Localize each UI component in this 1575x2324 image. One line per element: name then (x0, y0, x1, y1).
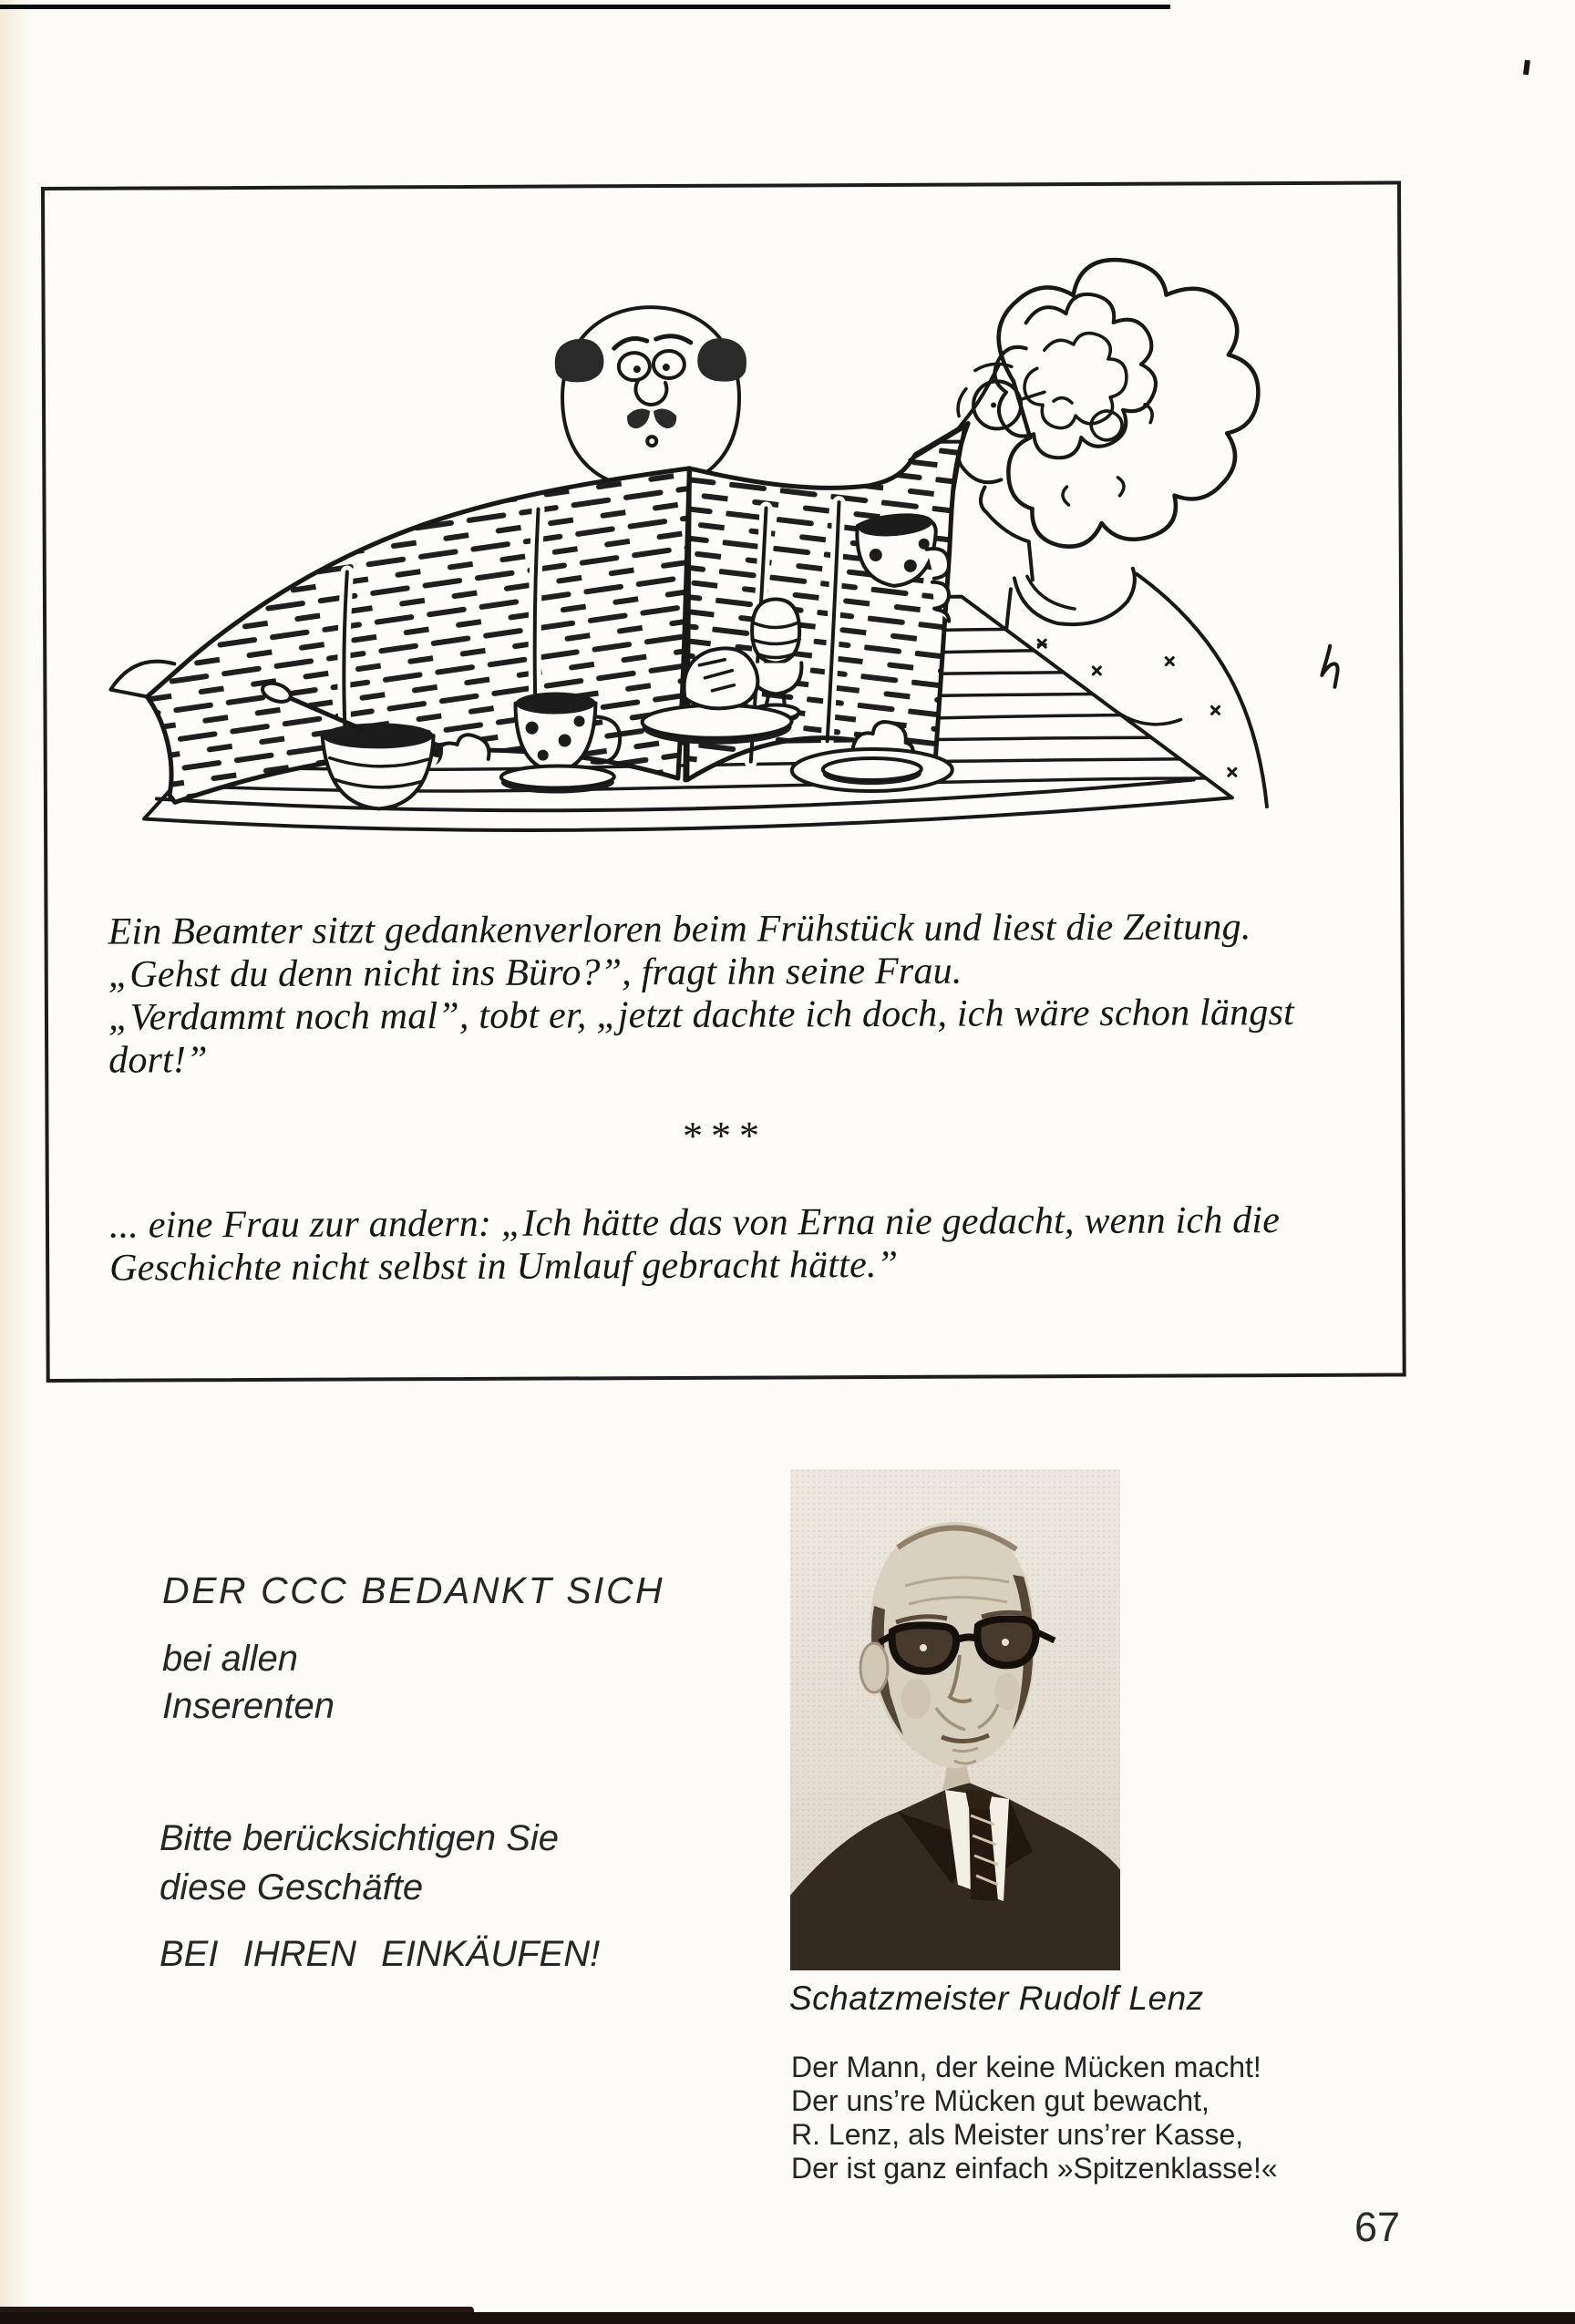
ccc-thanks-line-2: Inserenten (162, 1686, 335, 1726)
scan-top-edge-line (0, 5, 1170, 9)
joke-text-2 (109, 1199, 1281, 1291)
photo-caption: Schatzmeister Rudolf Lenz (789, 1980, 1204, 2017)
joke1-line2: „Gehst du denn nicht ins Büro?”, fragt ihn seine Frau. (108, 950, 962, 996)
ccc-thanks-line-1: bei allen (162, 1639, 299, 1679)
joke2-line1: ... eine Frau zur andern: „Ich hätte das von Erna nie gedacht, wenn ich die (108, 1199, 1281, 1247)
page-spine-shadow (0, 0, 31, 2324)
section-separator-stars: *** (682, 1113, 768, 1158)
joke1-line4: dort!” (108, 1039, 208, 1082)
joke-frame-box (41, 180, 1406, 1382)
artist-signature (1322, 646, 1337, 687)
ccc-thanks-title: DER CCC BEDANKT SICH (162, 1569, 665, 1611)
poem-line-1: Der Mann, der keine Mücken macht! (791, 2051, 1261, 2083)
joke1-line3: „Verdammt noch mal”, tobt er, „jetzt dachte ich doch, ich wäre schon längst (108, 992, 1295, 1039)
joke-text-1 (108, 906, 1294, 1083)
ccc-appeal-emphasis: BEI IHREN EINKÄUFEN! (160, 1934, 601, 1974)
scan-bottom-edge-line (0, 2312, 1575, 2324)
page-number: 67 (1354, 2204, 1401, 2250)
poem-line-2: Der uns’re Mücken gut bewacht, (791, 2084, 1210, 2117)
ccc-appeal-line-1: Bitte berücksichtigen Sie (160, 1818, 560, 1858)
poem-line-4: Der ist ganz einfach »Spitzenklasse!« (791, 2152, 1278, 2185)
cartoon-man (554, 307, 746, 488)
treasurer-portrait-photo (790, 1469, 1120, 1970)
scan-top-mark (1523, 60, 1530, 76)
ccc-appeal-line-2: diese Geschäfte (160, 1867, 424, 1908)
joke1-line1: Ein Beamter sitzt gedankenverloren beim Frühstück und liest die Zeitung. (108, 906, 1251, 953)
joke2-line2: Geschichte nicht selbst in Umlauf gebracht hätte.” (109, 1243, 899, 1290)
poem-line-3: R. Lenz, als Meister uns’rer Kasse, (791, 2118, 1244, 2151)
